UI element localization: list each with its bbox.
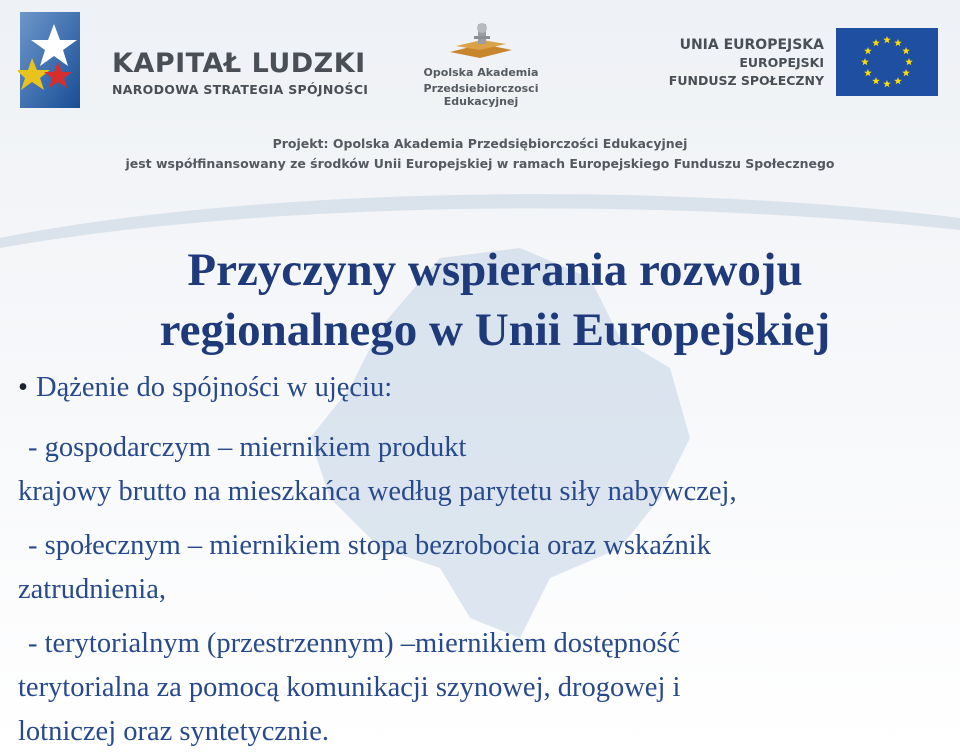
project-info [0, 134, 960, 174]
eu-label [640, 36, 824, 90]
project-line2: jest współfinansowany ze środków Unii Europejskiej w ramach Europejskiego Funduszu Społecznego [125, 156, 835, 171]
list-item-territorial-line3: lotniczej oraz syntetycznie. [18, 716, 329, 747]
kapital-ludzki-star-icon [18, 10, 86, 110]
academy-emblem-icon [448, 22, 514, 64]
list-item-economic [18, 426, 948, 514]
opolska-akademia-logo [386, 22, 576, 108]
list-item-social-line1: - społecznym – miernikiem stopa bezrobocia oraz wskaźnik [28, 530, 711, 561]
slide-title-line2: regionalnego w Unii Europejskiej [159, 304, 831, 356]
kapital-ludzki-title: KAPITAŁ LUDZKI [112, 48, 366, 79]
kapital-ludzki-subtitle: NARODOWA STRATEGIA SPÓJNOŚCI [112, 82, 369, 97]
slide-title [0, 240, 960, 360]
list-item-territorial-line1: - terytorialnym (przestrzennym) –miernikiem dostępność [28, 628, 681, 659]
eu-flag-icon [836, 28, 938, 96]
eu-fund-text-line2: FUNDUSZ SPOŁECZNY [668, 73, 824, 88]
slide-title-line1: Przyczyny wspierania rozwoju [187, 244, 803, 296]
decorative-swoosh [0, 178, 960, 248]
eu-union-text: UNIA EUROPEJSKA [679, 37, 824, 53]
list-item-economic-line1: - gospodarczym – miernikiem produkt [28, 432, 467, 463]
project-line1: Projekt: Opolska Akademia Przedsiębiorczości Edukacyjnej [272, 136, 688, 151]
list-item-economic-line2: krajowy brutto na mieszkańca według parytetu siły nabywczej, [18, 476, 737, 507]
academy-name-line1: Opolska Akademia [423, 66, 539, 79]
list-item-social-line2: zatrudnienia, [18, 574, 166, 605]
bullet-dot-icon: • [18, 372, 28, 403]
list-item-social [18, 524, 948, 612]
academy-name-line2: Przedsiebiorczosci Edukacyjnej [423, 82, 539, 108]
list-item-territorial-line2: terytorialna za pomocą komunikacji szynowej, drogowej i [18, 672, 681, 703]
list-item-territorial [18, 622, 948, 754]
bullet-item [18, 372, 392, 404]
eu-fund-text-line1: EUROPEJSKI [739, 55, 824, 70]
bullet-text: Dążenie do spójności w ujęciu: [35, 372, 393, 403]
kapital-ludzki-logo [18, 10, 369, 110]
